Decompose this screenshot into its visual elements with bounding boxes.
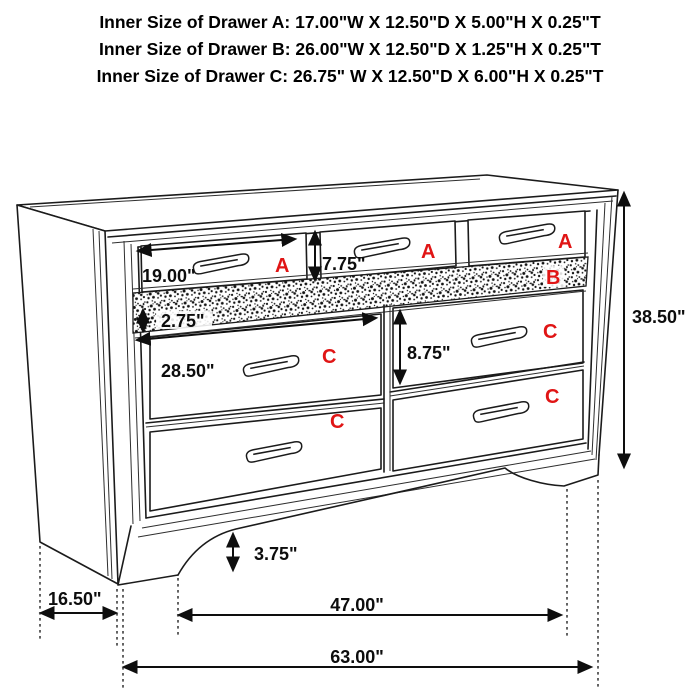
dim-label-drawer-a-width: 19.00" — [142, 266, 196, 286]
drawer-label-c-bottom-left: C — [330, 411, 345, 433]
drawer-label-c-mid-left: C — [322, 346, 337, 368]
drawer-b-inner-size-text: Inner Size of Drawer B: 26.00"W X 12.50"D X 1.25"H X 0.25"T — [99, 39, 601, 59]
drawer-c-inner-size-text: Inner Size of Drawer C: 26.75" W X 12.50"D X 6.00"H X 0.25"T — [96, 66, 604, 86]
drawer-label-c-bottom-right: C — [545, 386, 560, 408]
dim-label-drawer-c-width: 28.50" — [161, 361, 215, 381]
drawer-a-inner-size-text: Inner Size of Drawer A: 17.00"W X 12.50"D X 5.00"H X 0.25"T — [99, 12, 601, 32]
dim-label-drawer-c-height: 8.75" — [407, 343, 451, 363]
dim-label-overall-width: 63.00" — [330, 647, 384, 667]
dim-label-foot-height: 3.75" — [254, 544, 298, 564]
dim-label-inner-leg-span: 47.00" — [330, 595, 384, 615]
dim-label-drawer-a-height: 7.75" — [322, 254, 366, 274]
drawer-label-a2: A — [421, 241, 436, 263]
dim-label-jewelry-height: 2.75" — [161, 311, 205, 331]
dresser-left-side-panel — [17, 205, 118, 584]
dim-label-side-depth: 16.50" — [48, 589, 102, 609]
drawer-label-a1: A — [275, 255, 290, 277]
drawer-label-c-mid-right: C — [543, 321, 558, 343]
drawer-label-b: B — [546, 267, 561, 289]
dim-label-overall-height: 38.50" — [632, 307, 686, 327]
drawer-label-a3: A — [558, 231, 573, 253]
